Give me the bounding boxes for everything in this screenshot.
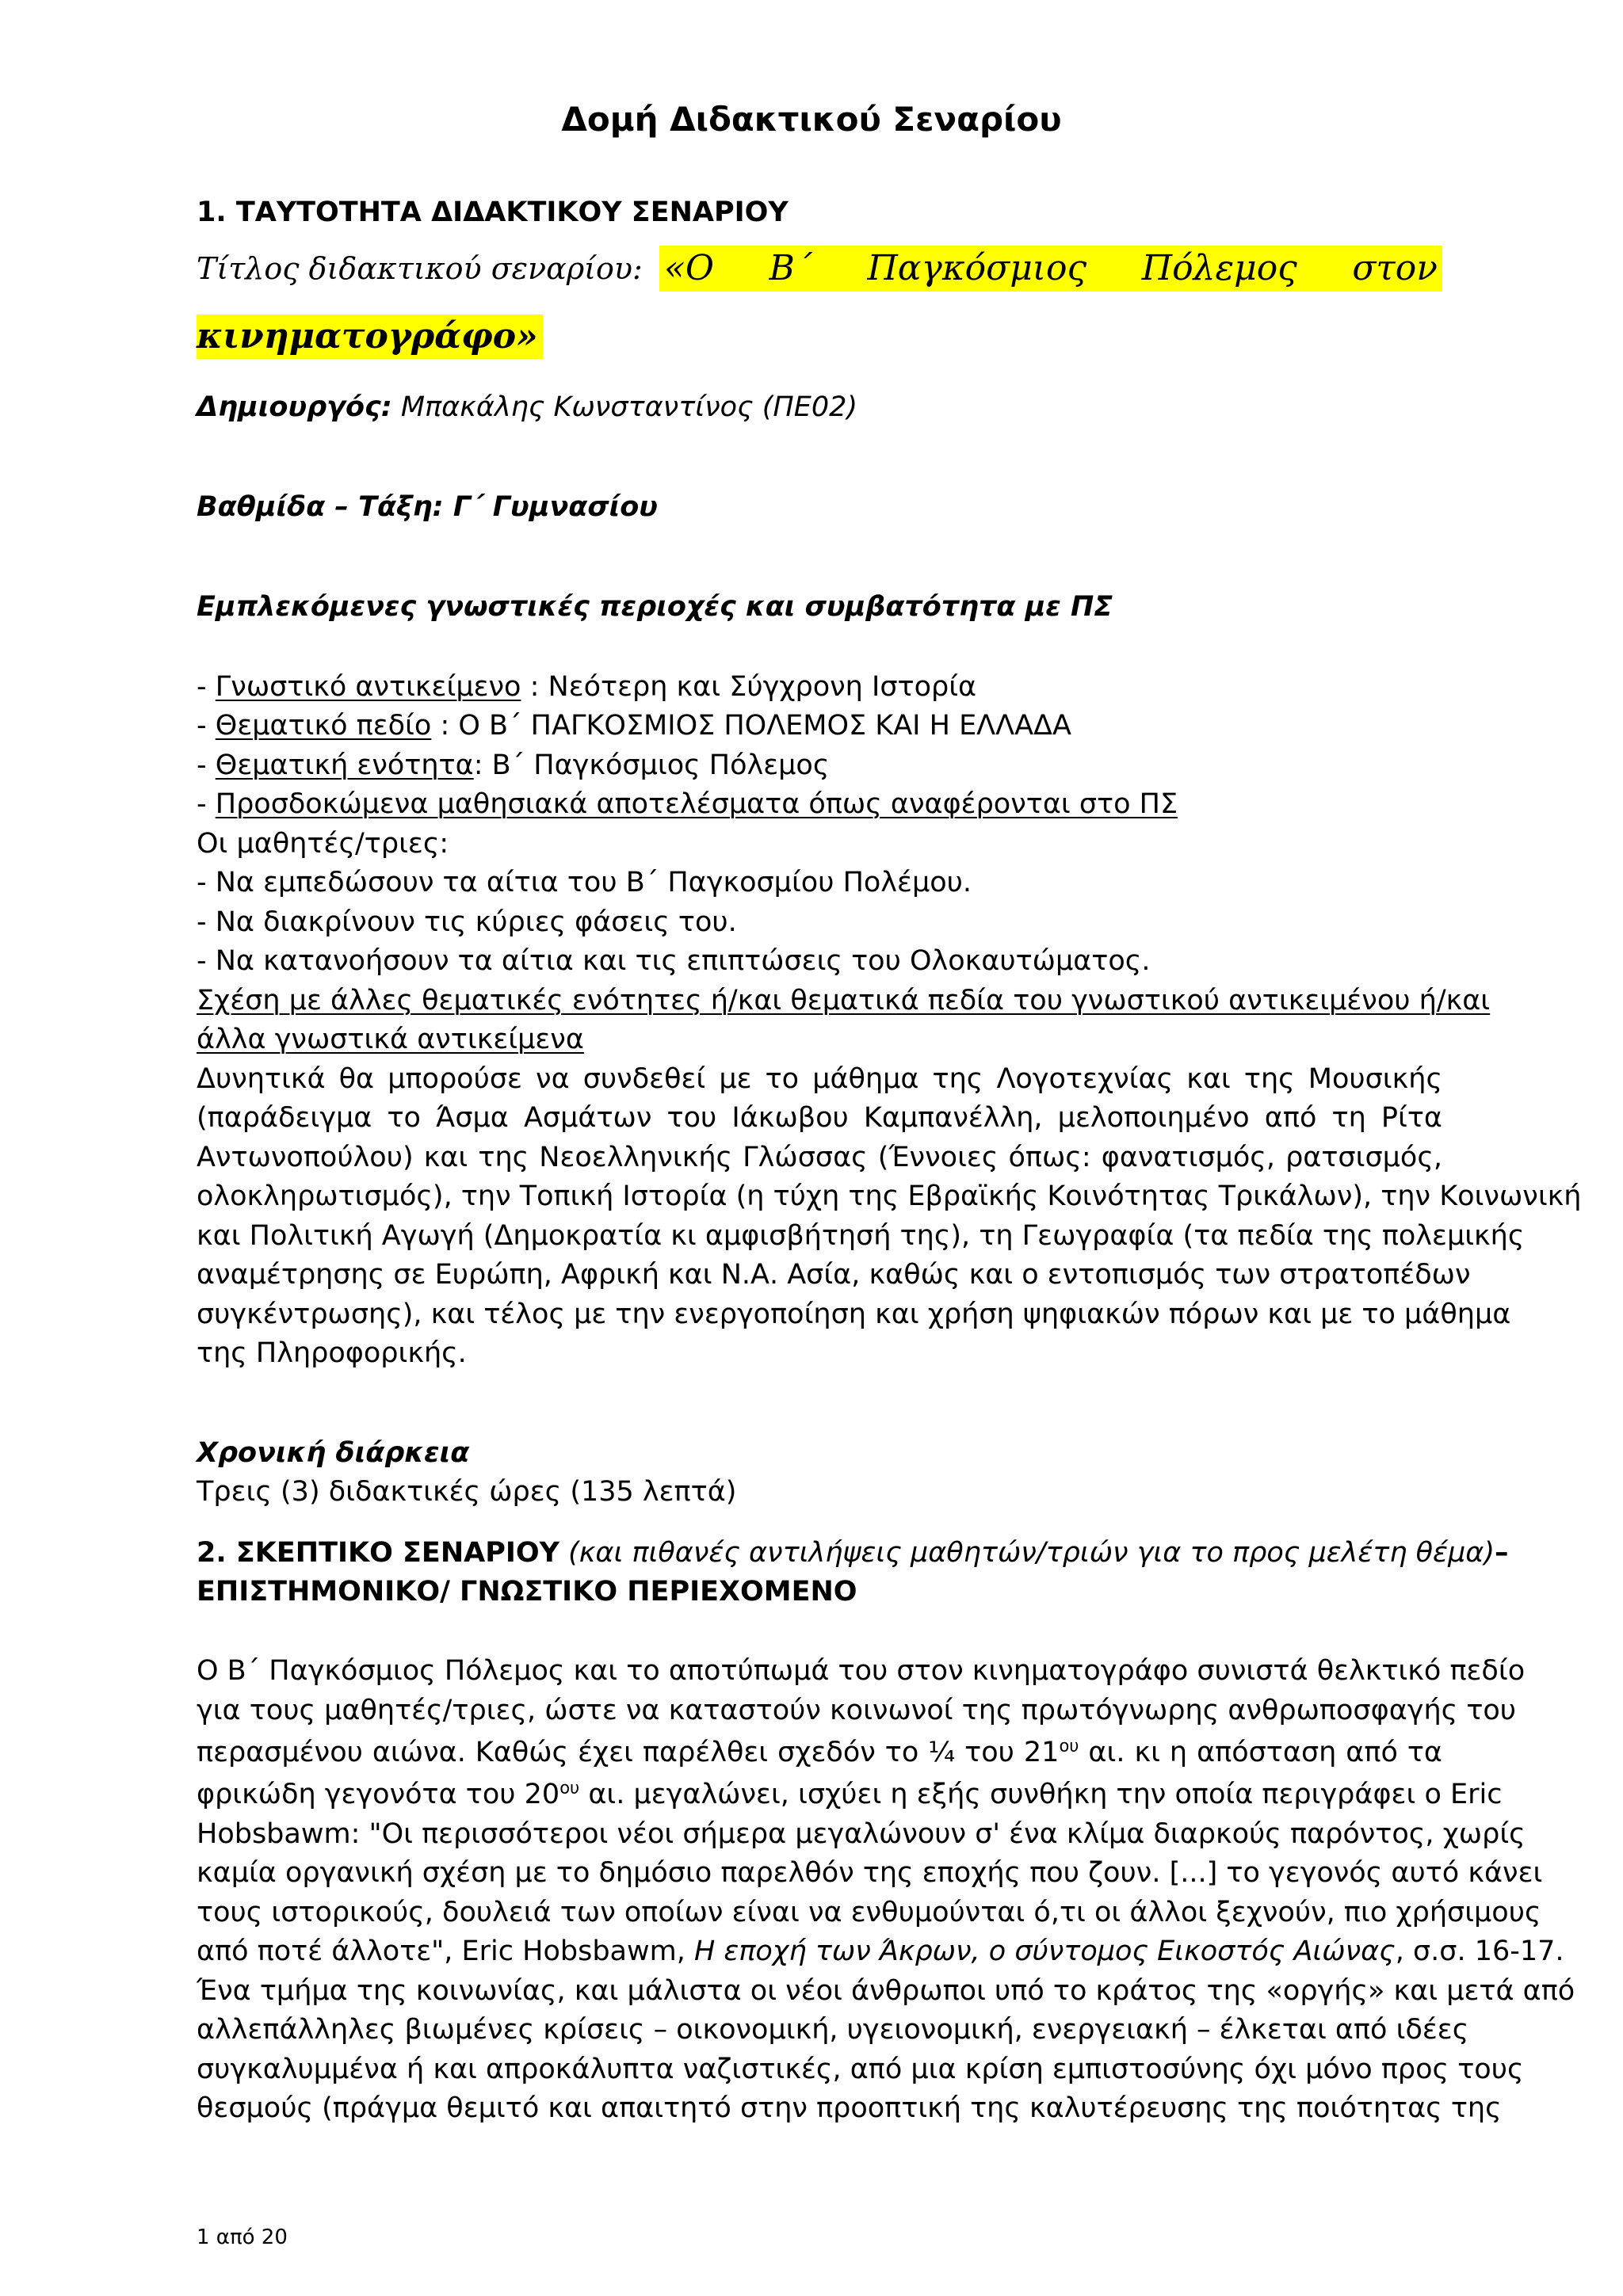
curriculum-item [197, 707, 1071, 746]
relation-text-line: και Πολιτική Αγωγή (Δημοκρατία κι αμφισβήτησή της), τη Γεωγραφία (τα πεδία της πολεμικής [197, 1220, 1525, 1252]
curriculum-item [197, 785, 1178, 825]
creator-label: Δημιουργός: [197, 391, 392, 423]
areas-heading: Εμπλεκόμενες γνωστικές περιοχές και συμβατότητα με ΠΣ [197, 591, 1113, 623]
relation-heading-line: Σχέση με άλλες θεματικές ενότητες ή/και θεματικά πεδία του γνωστικού αντικειμένου ή/και [197, 985, 1491, 1016]
students-label: Οι μαθητές/τριες: [197, 828, 449, 860]
bullet-dash: - [197, 710, 216, 742]
body-line [197, 1775, 1503, 1815]
body-line: για τους μαθητές/τριες, ώστε να καταστούν κοινωνοί της πρωτόγνωρης ανθρωποσφαγής του [197, 1695, 1517, 1726]
relation-text-line: (παράδειγμα το Άσμα Ασμάτων του Ιάκωβου Καμπανέλλη, μελοποιημένο από τη Ρίτα [197, 1102, 1442, 1134]
body-line: Ο Β΄ Παγκόσμιος Πόλεμος και το αποτύπωμά του στον κινηματογράφο συνιστά θελκτικό πεδίο [197, 1655, 1526, 1687]
ordinal-superscript: ου [1059, 1736, 1079, 1756]
bullet-dash: - [197, 788, 216, 820]
page-number: 1 από 20 [197, 2225, 288, 2249]
scenario-title-value-line2: κινηματογράφο» [197, 315, 543, 359]
curriculum-label: Γνωστικό αντικείμενο [215, 671, 521, 703]
relation-text-line: της Πληροφορικής. [197, 1337, 467, 1369]
curriculum-label: Θεματικό πεδίο [215, 710, 432, 742]
body-line: Hobsbawm: "Οι περισσότεροι νέοι σήμερα μεγαλώνουν σ' ένα κλίμα διαρκούς παρόντος, χωρίς [197, 1818, 1526, 1850]
grade-line: Βαθμίδα – Τάξη: Γ΄ Γυμνασίου [197, 491, 658, 523]
section2-heading-bold: 2. ΣΚΕΠΤΙΚΟ ΣΕΝΑΡΙΟΥ [197, 1537, 559, 1569]
body-line [197, 1932, 1564, 1972]
body-text: φρικώδη γεγονότα του 20 [197, 1779, 560, 1810]
section2-heading-italic: (και πιθανές αντιλήψεις μαθητών/τριών για το προς μελέτη θέμα) [559, 1537, 1495, 1569]
book-title: Η εποχή των Άκρων, ο σύντομος Εικοστός Αιώνας [693, 1936, 1396, 1967]
scenario-title-value-line1: «Ο Β΄ Παγκόσμιος Πόλεμος στον [664, 248, 1438, 288]
scenario-title-label: Τίτλος διδακτικού σεναρίου: [197, 251, 643, 286]
relation-text-line: αναμέτρησης σε Ευρώπη, Αφρική και Ν.Α. Ασία, καθώς και ο εντοπισμός των στρατοπέδων [197, 1259, 1471, 1291]
relation-text-line: ολοκληρωτισμός), την Τοπική Ιστορία (η τύχη της Εβραϊκής Κοινότητας Τρικάλων), την Κοινωνική [197, 1180, 1582, 1212]
outcome-item: - Να εμπεδώσουν τα αίτια του Β΄ Παγκοσμίου Πολέμου. [197, 867, 972, 898]
body-text: από ποτέ άλλοτε", Eric Hobsbawm, [197, 1936, 694, 1967]
duration-value: Τρεις (3) διδακτικές ώρες (135 λεπτά) [197, 1476, 737, 1508]
section1-heading: 1. ΤΑΥΤΟΤΗΤΑ ΔΙΔΑΚΤΙΚΟΥ ΣΕΝΑΡΙΟΥ [197, 196, 789, 228]
body-line: Ένα τμήμα της κοινωνίας, και μάλιστα οι νέοι άνθρωποι υπό το κράτος της «οργής» και μετά από [197, 1975, 1575, 2007]
body-line: συγκαλυμμένα ή και απροκάλυπτα ναζιστικές, από μια κρίση εμπιστοσύνης όχι μόνο προς τους [197, 2054, 1524, 2085]
outcome-item: - Να διακρίνουν τις κύριες φάσεις του. [197, 906, 737, 938]
body-text: αι. μεγαλώνει, ισχύει η εξής συνθήκη την οποία περιγράφει ο Eric [579, 1779, 1503, 1810]
section2-heading-line2: ΕΠΙΣΤΗΜΟΝΙΚΟ/ ΓΝΩΣΤΙΚΟ ΠΕΡΙΕΧΟΜΕΝΟ [197, 1576, 857, 1608]
ordinal-superscript: ου [559, 1778, 580, 1798]
body-line: αλλεπάλληλες βιωμένες κρίσεις – οικονομική, υγειονομική, ενεργειακή – έλκεται από ιδέες [197, 2014, 1469, 2046]
duration-heading: Χρονική διάρκεια [197, 1437, 470, 1469]
body-line: θεσμούς (πράγμα θεμιτό και απαιτητό στην προοπτική της καλυτέρευσης της ποιότητας της [197, 2092, 1502, 2124]
relation-text-line: συγκέντρωσης), και τέλος με την ενεργοποίηση και χρήση ψηφιακών πόρων και με το μάθημα [197, 1299, 1511, 1330]
curriculum-value: : Β΄ Παγκόσμιος Πόλεμος [473, 749, 830, 781]
page-title: Δομή Διδακτικού Σεναρίου [561, 100, 1062, 139]
bullet-dash: - [197, 749, 216, 781]
bullet-dash: - [197, 671, 216, 703]
body-text: αι. κι η απόσταση από τα [1079, 1737, 1442, 1768]
curriculum-item [197, 746, 829, 786]
outcome-item: - Να κατανοήσουν τα αίτια και τις επιπτώσεις του Ολοκαυτώματος. [197, 945, 1151, 977]
section2-heading [197, 1534, 1508, 1573]
curriculum-value: : Ο Β΄ ΠΑΓΚΟΣΜΙΟΣ ΠΟΛΕΜΟΣ ΚΑΙ Η ΕΛΛΑΔΑ [431, 710, 1071, 742]
body-line [197, 1733, 1442, 1773]
relation-text-line: Αντωνοπούλου) και της Νεοελληνικής Γλώσσας (Έννοιες όπως: φανατισμός, ρατσισμός, [197, 1142, 1442, 1173]
relation-heading-line: άλλα γνωστικά αντικείμενα [197, 1024, 584, 1055]
body-line: τους ιστορικούς, δουλειά των οποίων είναι να ενθυμούνται ό,τι οι άλλοι ξεχνούν, πιο χρήσιμους [197, 1897, 1541, 1928]
relation-text-line: Δυνητικά θα μπορούσε να συνδεθεί με το μάθημα της Λογοτεχνίας και της Μουσικής [197, 1063, 1442, 1095]
section2-heading-dash: – [1494, 1537, 1509, 1569]
curriculum-label: Θεματική ενότητα [215, 749, 474, 781]
body-text: περασμένου αιώνα. Καθώς έχει παρέλθει σχεδόν το ¼ του 21 [197, 1737, 1060, 1768]
body-text: , σ.σ. 16-17. [1395, 1936, 1564, 1967]
curriculum-item [197, 668, 976, 707]
creator-value: Μπακάλης Κωνσταντίνος (ΠΕ02) [400, 391, 858, 423]
curriculum-value: : Νεότερη και Σύγχρονη Ιστορία [521, 671, 977, 703]
creator-line [197, 388, 857, 428]
body-line: καμία οργανική σχέση με το δημόσιο παρελθόν της εποχής που ζουν. [...] το γεγονός αυτό κάνει [197, 1857, 1543, 1889]
curriculum-label: Προσδοκώμενα μαθησιακά αποτελέσματα όπως αναφέρονται στο ΠΣ [215, 788, 1178, 820]
